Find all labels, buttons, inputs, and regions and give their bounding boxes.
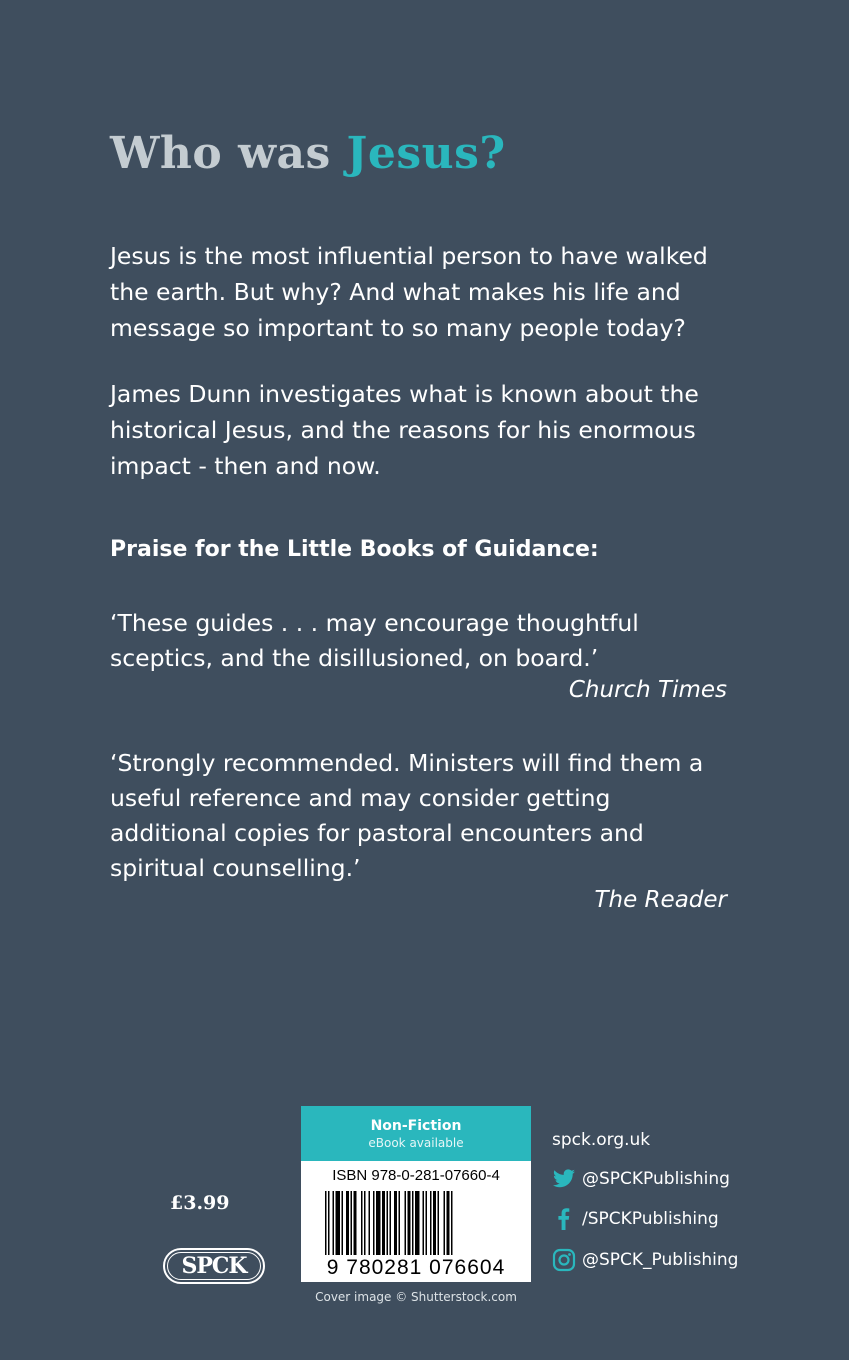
isbn-label: ISBN 978-0-281-07660-4 [332,1167,500,1184]
barcode-bar [325,1191,327,1255]
barcode-bar [438,1191,440,1255]
intro-paragraph-1: Jesus is the most influential person to have walked the earth. But why? And what makes his life and message so important to so many people today? [110,242,708,342]
facebook-icon [552,1207,576,1231]
barcode-bar [346,1191,349,1255]
praise-heading: Praise for the Little Books of Guidance: [110,537,599,562]
barcode-bar [451,1191,453,1255]
barcode-bar [447,1191,450,1255]
price: £3.99 [170,1192,230,1214]
quote-1: ‘These guides . . . may encourage thoughtful sceptics, and the disillusioned, on board.’ [110,609,639,672]
barcode-bar [336,1191,341,1255]
twitter-link[interactable] [552,1167,730,1191]
headline [110,128,506,179]
barcode-bar [405,1191,407,1255]
barcode-bar [423,1191,425,1255]
barcode-bar [412,1191,414,1255]
genre-label: Non-Fiction [370,1118,462,1134]
barcode-bar [351,1191,353,1255]
barcode-bar [382,1191,385,1255]
barcode-bar [364,1191,366,1255]
barcode-bar [433,1191,436,1255]
facebook-link[interactable] [552,1207,719,1231]
barcode-bar [426,1191,428,1255]
website-text[interactable]: spck.org.uk [552,1130,651,1150]
spck-logo [163,1248,265,1284]
barcode-bar [444,1191,446,1255]
barcode-bar [333,1191,335,1255]
barcode-bar [328,1191,330,1255]
barcode-bar [399,1191,401,1255]
intro-paragraph-2: James Dunn investigates what is known about the historical Jesus, and the reasons for his enormous impact - then and now. [110,380,699,480]
barcode-bars [325,1191,511,1255]
headline-accent: Jesus? [346,128,506,179]
barcode-bar [354,1191,357,1255]
barcode-bar [361,1191,363,1255]
quote-2-source: The Reader [594,887,727,913]
barcode-bar [373,1191,375,1255]
twitter-icon [552,1167,576,1191]
barcode-bar [376,1191,381,1255]
instagram-link[interactable] [552,1248,738,1272]
instagram-icon [552,1248,576,1272]
twitter-handle[interactable]: @SPCKPublishing [582,1169,730,1189]
website-link[interactable] [552,1130,650,1150]
quote-1-source: Church Times [568,677,727,703]
barcode-bar [369,1191,371,1255]
genre-band [301,1106,531,1161]
logo-text: SPCK [181,1253,247,1279]
barcode-bar [408,1191,411,1255]
barcode-bar [430,1191,432,1255]
quote-2: ‘Strongly recommended. Ministers will find them a useful reference and may consider getting additional copies for pastoral encounters and spiritual counselling.’ [110,749,704,882]
barcode-panel [301,1106,531,1282]
headline-prefix: Who was [110,128,347,179]
barcode-number: 9 780281 076604 [326,1256,506,1279]
barcode-bar [394,1191,397,1255]
barcode-bar [390,1191,392,1255]
cover-credit: Cover image © Shutterstock.com [315,1290,517,1304]
barcode-bar [415,1191,420,1255]
instagram-handle[interactable]: @SPCK_Publishing [582,1250,739,1270]
ebook-label: eBook available [368,1136,464,1150]
barcode-bar [342,1191,344,1255]
facebook-handle[interactable]: /SPCKPublishing [582,1209,719,1229]
barcode-bar [387,1191,389,1255]
